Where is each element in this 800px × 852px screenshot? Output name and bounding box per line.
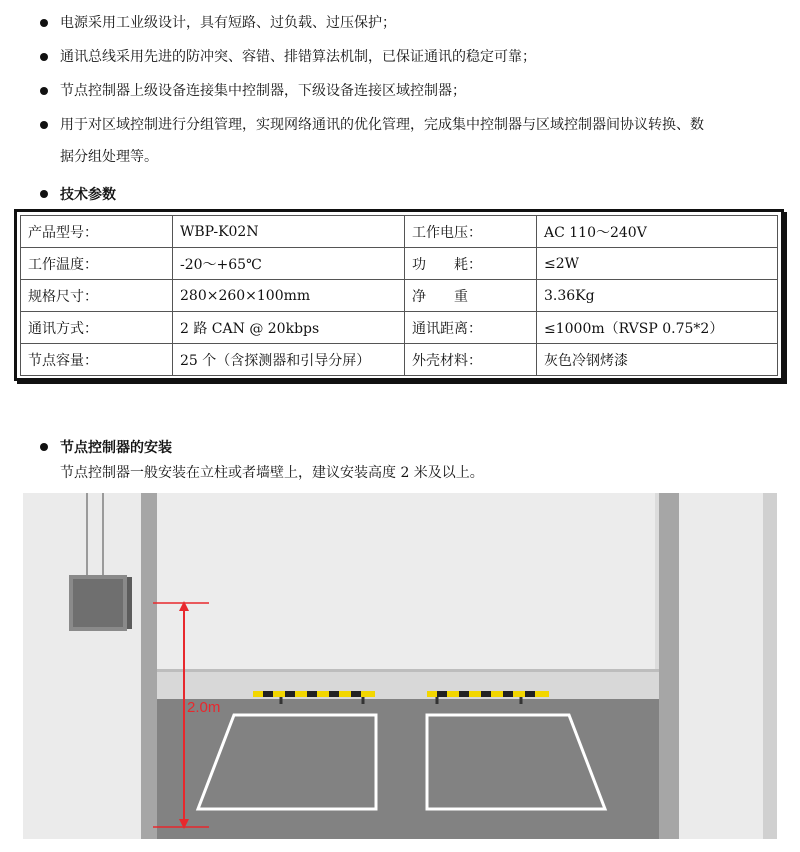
- install-heading: 节点控制器的安装: [38, 437, 172, 457]
- feature-item: 用于对区域控制进行分组管理，实现网络通讯的优化管理，完成集中控制器与区域控制器间协议转换、数 据分组处理等。: [38, 108, 788, 166]
- spec-row: [21, 344, 778, 376]
- feature-item: 电源采用工业级设计，具有短路、过负载、过压保护；: [38, 6, 788, 40]
- spec-row: [21, 312, 778, 344]
- feature-item: 节点控制器上级设备连接集中控制器，下级设备连接区域控制器；: [38, 74, 788, 108]
- spec-label-cell: 产品型号：: [21, 216, 173, 248]
- right-pillar: [679, 493, 777, 839]
- right-edge: [763, 493, 777, 839]
- spec-value-cell: ≤2W: [537, 248, 778, 280]
- left-pillar: [23, 493, 141, 839]
- feature-item-continuation: 据分组处理等。: [60, 149, 158, 165]
- spec-row: [21, 280, 778, 312]
- spec-label-cell: 工作温度：: [21, 248, 173, 280]
- spec-label-cell: 工作电压：: [405, 216, 537, 248]
- install-description: 节点控制器一般安装在立柱或者墙壁上，建议安装高度 2 米及以上。: [60, 465, 484, 481]
- spec-value-cell: ≤1000m（RVSP 0.75*2）: [537, 312, 778, 344]
- spec-value-cell: WBP-K02N: [173, 216, 405, 248]
- spec-value-cell: 3.36Kg: [537, 280, 778, 312]
- bullet-icon: [40, 87, 48, 95]
- spec-table: [20, 215, 778, 376]
- spec-label-cell: 规格尺寸：: [21, 280, 173, 312]
- spec-value-cell: 25 个（含探测器和引导分屏）: [173, 344, 405, 376]
- spec-table-frame: [14, 209, 784, 381]
- back-wall: [155, 493, 655, 671]
- spec-row: [21, 216, 778, 248]
- spec-label-cell: 净 重: [405, 280, 537, 312]
- spec-value-cell: AC 110～240V: [537, 216, 778, 248]
- spec-label-cell: 通讯方式：: [21, 312, 173, 344]
- spec-label-cell: 节点容量：: [21, 344, 173, 376]
- height-label: 2.0m: [187, 699, 221, 716]
- spec-label-cell: 功 耗：: [405, 248, 537, 280]
- installation-illustration: [23, 493, 777, 839]
- spec-label-cell: 通讯距离：: [405, 312, 537, 344]
- left-pillar-side: [141, 493, 157, 839]
- spec-value-cell: 280×260×100mm: [173, 280, 405, 312]
- node-controller-front: [73, 579, 123, 627]
- spec-row: [21, 248, 778, 280]
- bullet-icon: [40, 121, 48, 129]
- bullet-icon: [40, 443, 48, 451]
- bullet-icon: [40, 19, 48, 27]
- spec-value-cell: 2 路 CAN @ 20kbps: [173, 312, 405, 344]
- bullet-icon: [40, 53, 48, 61]
- node-controller-side: [127, 577, 132, 629]
- spec-heading: 技术参数: [38, 184, 116, 204]
- bullet-icon: [40, 190, 48, 198]
- right-pillar-side: [659, 493, 679, 839]
- feature-list: [38, 6, 788, 166]
- feature-item: 通讯总线采用先进的防冲突、容错、排错算法机制，已保证通讯的稳定可靠；: [38, 40, 788, 74]
- spec-label-cell: 外壳材料：: [405, 344, 537, 376]
- spec-value-cell: 灰色冷钢烤漆: [537, 344, 778, 376]
- spec-value-cell: -20～+65℃: [173, 248, 405, 280]
